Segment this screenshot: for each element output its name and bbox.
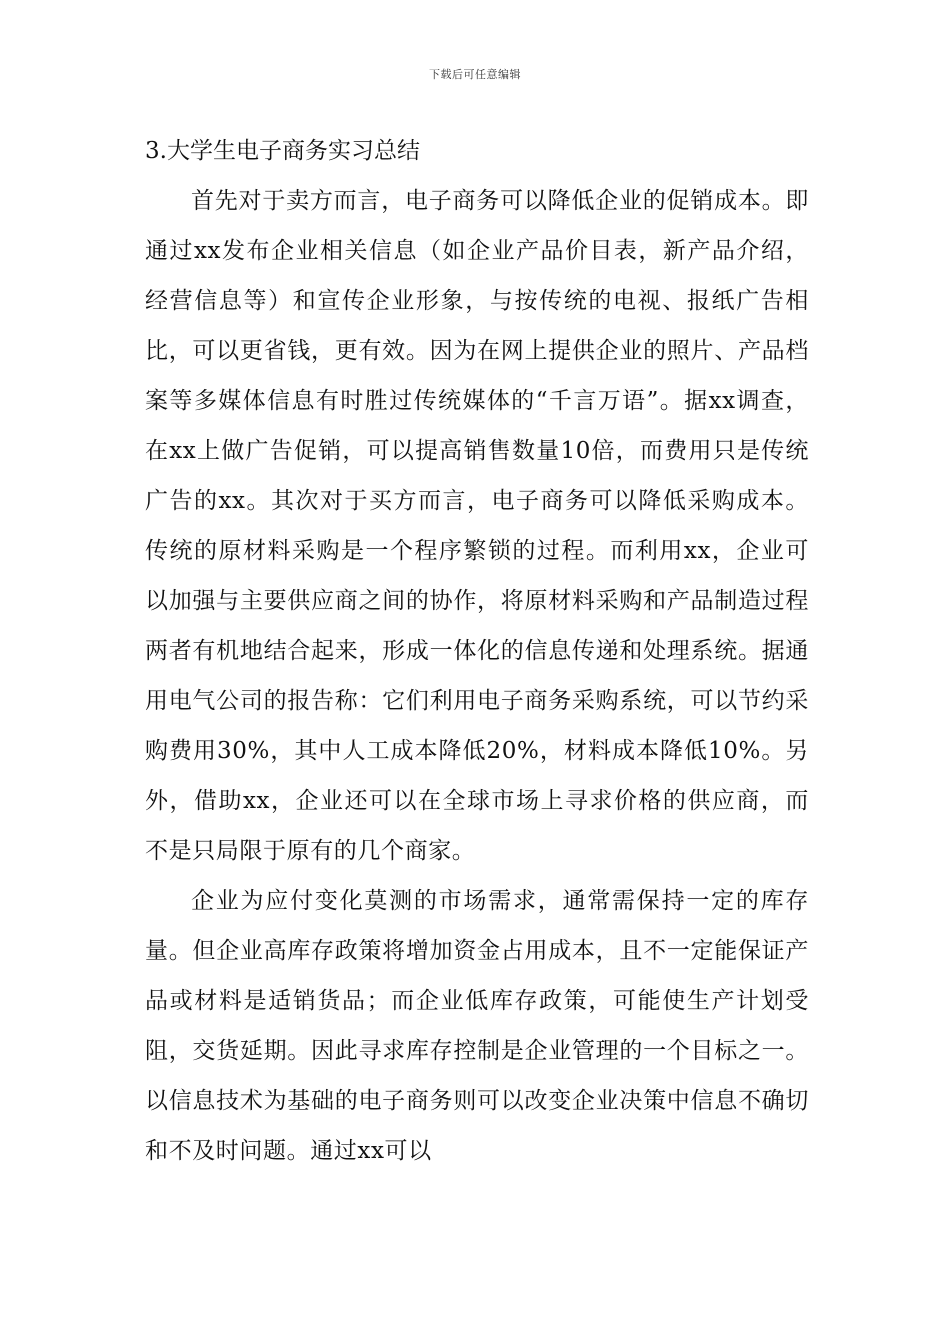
page-header-note: 下载后可任意编辑: [429, 68, 521, 81]
document-body: [145, 126, 809, 1176]
section-heading: 3.大学生电子商务实习总结: [145, 138, 420, 164]
paragraph-1: 首先对于卖方而言，电子商务可以降低企业的促销成本。即通过xx发布企业相关信息（如企业产品价目表，新产品介绍，经营信息等）和宣传企业形象，与按传统的电视、报纸广告相比，可以更省钱，更有效。因为在网上提供企业的照片、产品档案等多媒体信息有时胜过传统媒体的“千言万语”。据xx调查，在xx上做广告促销，可以提高销售数量10倍，而费用只是传统广告的xx。其次对于买方而言，电子商务可以降低采购成本。传统的原材料采购是一个程序繁锁的过程。而利用xx，企业可以加强与主要供应商之间的协作，将原材料采购和产品制造过程两者有机地结合起来，形成一体化的信息传递和处理系统。据通用电气公司的报告称：它们利用电子商务采购系统，可以节约采购费用30%，其中人工成本降低20%，材料成本降低10%。另外，借助xx，企业还可以在全球市场上寻求价格的供应商，而不是只局限于原有的几个商家。: [145, 188, 809, 864]
paragraph-2: 企业为应付变化莫测的市场需求，通常需保持一定的库存量。但企业高库存政策将增加资金占用成本，且不一定能保证产品或材料是适销货品；而企业低库存政策，可能使生产计划受阻，交货延期。因此寻求库存控制是企业管理的一个目标之一。以信息技术为基础的电子商务则可以改变企业决策中信息不确切和不及时问题。通过xx可以: [145, 888, 809, 1164]
